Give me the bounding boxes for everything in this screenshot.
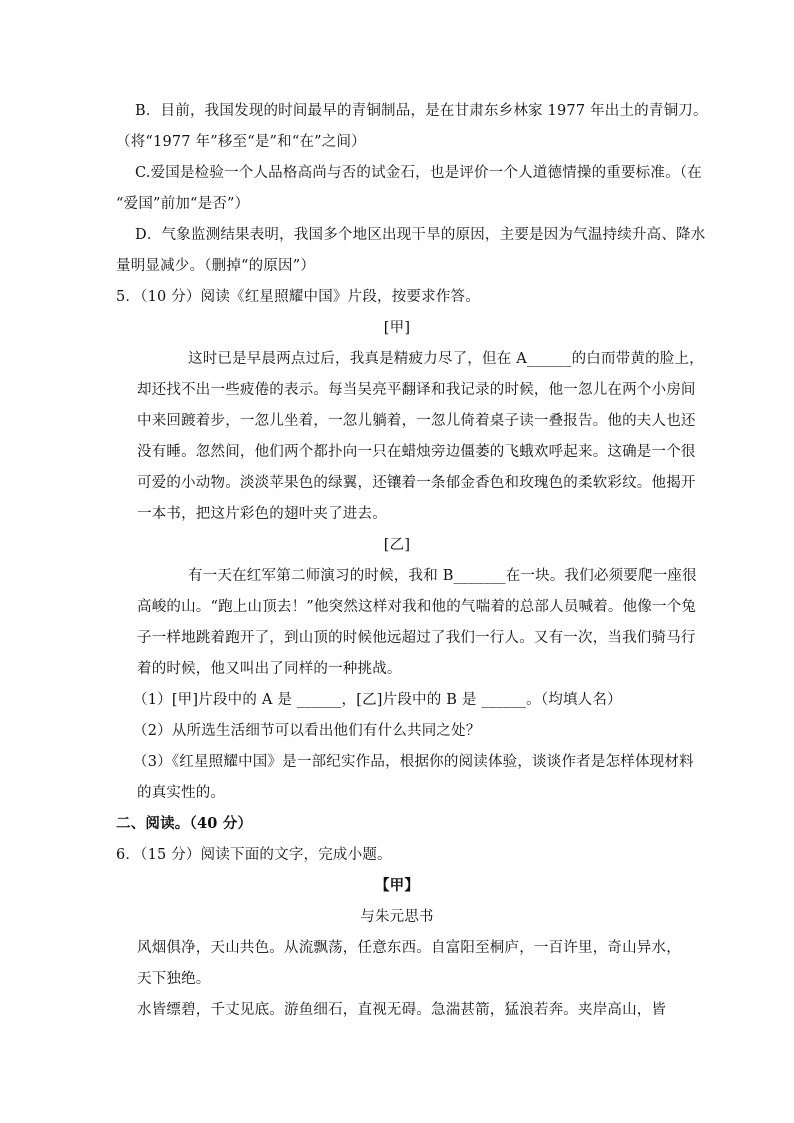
sub-question-3-line-2: 的真实性的。 — [137, 785, 226, 801]
option-b-line-2: （将“1977 年”移至“是”和“在”之间） — [116, 134, 366, 150]
passage-yi-line: 有一天在红军第二师演习的时候，我和 B_______在一块。我们必须要爬一座很 — [188, 568, 697, 584]
option-d-line-1: D．气象监测结果表明，我国多个地区出现干旱的原因，主要是因为气温持续升高、降水 — [135, 227, 706, 243]
option-c-line-1: C.爱国是检验一个人品格高尚与否的试金石，也是评价一个人道德情操的重要标准。（在 — [135, 165, 702, 181]
passage-jia-line: 却还找不出一些疲倦的表示。每当吴亮平翻译和我记录的时候，他一忽儿在两个小房间 — [137, 382, 696, 398]
essay-title: 与朱元思书 — [360, 909, 434, 925]
option-b-line-1: B．目前，我国发现的时间最早的青铜制品，是在甘肃东乡林家 1977 年出土的青铜刀。 — [135, 103, 708, 119]
sub-question-1: （1）[甲]片段中的 A 是 ______，[乙]片段中的 B 是 ______。（均填人名） — [133, 692, 622, 708]
passage-jia-line: 没有睡。忽然间，他们两个都扑向一只在蜡烛旁边僵萎的飞蛾欢呼起来。这确是一个很 — [137, 444, 696, 460]
essay-line: 风烟俱净，天山共色。从流飘荡，任意东西。自富阳至桐庐，一百许里，奇山异水， — [137, 940, 681, 956]
passage-yi-label: [乙] — [383, 537, 411, 553]
option-d-line-2: 量明显减少。（删掉“的原因”） — [116, 258, 316, 274]
passage-jia-bracket-label: 【甲】 — [374, 877, 420, 894]
passage-yi-line: 子一样地跳着跑开了，到山顶的时候他远超过了我们一行人。又有一次，当我们骑马行 — [137, 630, 696, 646]
passage-jia-line: 一本书，把这片彩色的翅叶夹了进去。 — [137, 506, 387, 522]
question-5-heading: 5．（10 分）阅读《红星照耀中国》片段，按要求作答。 — [116, 289, 480, 305]
option-c-line-2: “爱国”前加“是否”） — [116, 196, 250, 212]
passage-jia-line: 这时已是早晨两点过后，我真是精疲力尽了，但在 A______的白而带黄的脸上， — [188, 351, 704, 367]
essay-line: 天下独绝。 — [137, 971, 211, 987]
section-2-heading: 二、阅读。（40 分） — [116, 815, 253, 832]
question-6-heading: 6．（15 分）阅读下面的文字，完成小题。 — [116, 847, 392, 863]
passage-yi-line: 着的时候，他又叫出了同样的一种挑战。 — [137, 661, 402, 677]
passage-yi-line: 高峻的山。“跑上山顶去！”他突然这样对我和他的气喘着的总部人员喊着。他像一个兔 — [137, 599, 697, 615]
essay-line: 水皆缥碧，千丈见底。游鱼细石，直视无碍。急湍甚箭，猛浪若奔。夹岸高山，皆 — [137, 1002, 667, 1018]
passage-jia-line: 中来回踱着步，一忽儿坐着，一忽儿躺着，一忽儿倚着桌子读一叠报告。他的夫人也还 — [137, 413, 696, 429]
sub-question-2: （2）从所选生活细节可以看出他们有什么共同之处？ — [133, 723, 481, 739]
sub-question-3-line-1: （3）《红星照耀中国》是一部纪实作品，根据你的阅读体验，谈谈作者是怎样体现材料 — [133, 754, 694, 770]
passage-jia-label: [甲] — [383, 320, 411, 336]
passage-jia-line: 可爱的小动物。淡淡苹果色的绿翼，还镶着一条郁金香色和玫瑰色的柔软彩纹。他揭开 — [137, 475, 696, 491]
